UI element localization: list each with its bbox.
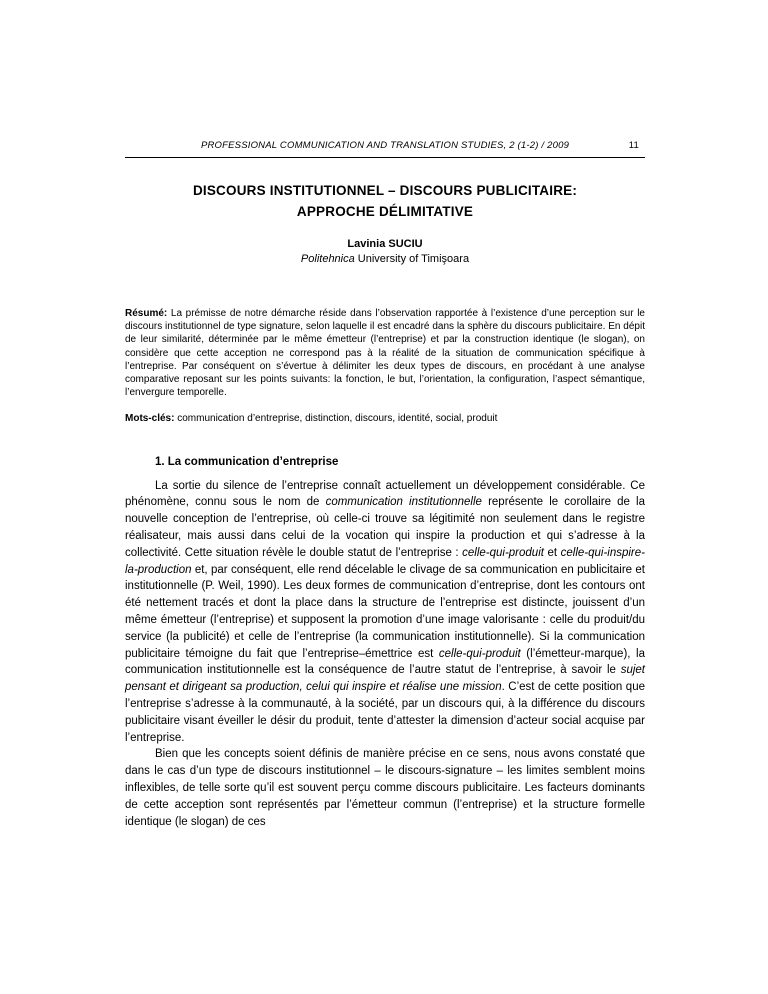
affiliation-institution: Politehnica (300, 253, 355, 265)
keywords-label: Mots-clés: (125, 413, 175, 425)
keywords (125, 412, 645, 425)
journal-header (125, 140, 645, 158)
section-heading: 1. La communication d’entreprise (155, 455, 339, 468)
paper-title (125, 180, 645, 222)
abstract-text: La prémisse de notre démarche réside dans l’observation rapportée à l’existence d’une perception sur le discours institutionnel de type signature, selon laquelle il est encadré dans la sphère du discours publicitaire. En dépit de leur similarité, déterminée par le même émetteur (l’entreprise) et par la construction identique (le slogan), on considère que cette acception ne correspond pas à la réalité de la situation de communication spécifique à l’entreprise. Par conséquent on s’évertue à délimiter les deux types de discours, en procédant à une analyse comparative reposant sur les points suivants: la fonction, le but, l’orientation, la configuration, l’aspect sémantique, l’envergure temporelle. (125, 308, 645, 399)
author-name: Lavinia SUCIU (347, 238, 423, 250)
abstract (125, 307, 645, 399)
page-number: 11 (628, 140, 639, 151)
body-paragraph-1: La sortie du silence de l’entreprise connaît actuellement un développement considérable. Ce phénomène, connu sous le nom de communication institutionnelle représente le corollaire de la nouvelle conception de l’entreprise, où celle-ci trouve sa légitimité non seulement dans le registre réalisateur, mais aussi dans celui de la vocation qui inspire la production et qui s’adresse à la collectivité. Cette situation révèle le double statut de l’entreprise : celle-qui-produit et celle-qui-inspire-la-production et, par conséquent, elle rend décelable le clivage de sa communication en publicitaire et institutionnelle (P. Weil, 1990). Les deux formes de communication d’entreprise, dont les contours ont été nettement tracés et dont la place dans la structure de l’entreprise est distincte, jouissent d’un même émetteur (l’entreprise) et supposent la promotion d’une image valorisante : celle du produit/du service (la publicité) et celle de l’entreprise (la communication institutionnelle). Si la communication publicitaire témoigne du fait que l’entreprise–émettrice est celle-qui-produit (l’émetteur-marque), la communication institutionnelle est la conséquence de l’autre statut de l’entreprise, à savoir le sujet pensant et dirigeant sa production, celui qui inspire et réalise une mission. C’est de cette position que l’entreprise s’adresse à la communauté, à la société, par un discours qui, à la différence du discours publicitaire visant éveiller le désir du produit, tente d’attester la dimension d’acteur social acquise par l’entreprise. (125, 479, 646, 744)
keywords-text: communication d’entreprise, distinction, discours, identité, social, produit (174, 413, 498, 425)
abstract-label: Résumé: (125, 308, 168, 319)
page-content (125, 140, 645, 830)
paper-title-line2: APPROCHE DÉLIMITATIVE (296, 204, 474, 219)
affiliation-rest: University of Timişoara (354, 253, 470, 265)
journal-title: PROFESSIONAL COMMUNICATION AND TRANSLATION STUDIES, 2 (1-2) / 2009 (200, 140, 570, 151)
body-paragraph-2: Bien que les concepts soient définis de manière précise en ce sens, nous avons constaté que dans le cas d’un type de discours institutionnel – le discours-signature – les limites semblent moins inflexibles, de telle sorte qu’il est souvent perçu comme discours publicitaire. Les facteurs dominants de cette acception sont représentés par l’émetteur commun (l’entreprise) et la structure formelle identique (le slogan) de ces (125, 748, 645, 828)
paper-title-line1: DISCOURS INSTITUTIONNEL – DISCOURS PUBLICITAIRE: (192, 183, 578, 198)
author-affiliation (125, 253, 645, 265)
